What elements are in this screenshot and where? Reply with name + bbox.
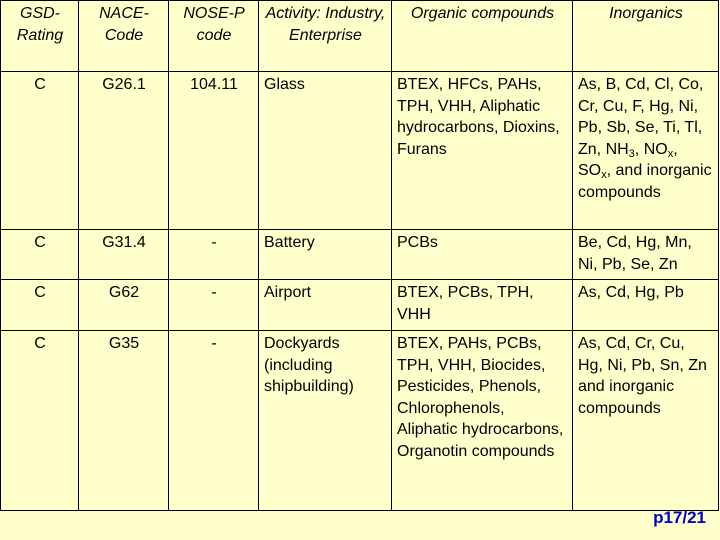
table-row (1, 230, 719, 280)
cell-inorganic: As, Cd, Hg, Pb (573, 280, 719, 331)
header-nosep-code: NOSE-P code (169, 1, 259, 72)
cell-nosep: 104.11 (169, 72, 259, 230)
inorganic-text: As, B, Cd, Cl, Co, Cr, Cu, F, Hg, Ni, Pb, Sb, Se, Ti, Tl, Zn, NH (578, 76, 704, 158)
cell-nace: G31.4 (79, 230, 169, 280)
cell-gsd: C (1, 230, 79, 280)
subscript: x (601, 169, 607, 181)
cell-nace: G62 (79, 280, 169, 331)
cell-gsd: C (1, 331, 79, 511)
cell-organic: PCBs (392, 230, 573, 280)
header-activity: Activity: Industry, Enterprise (259, 1, 392, 72)
table-row (1, 280, 719, 331)
page-number: p17/21 (653, 508, 706, 527)
header-nace-code: NACE-Code (79, 1, 169, 72)
cell-nosep: - (169, 280, 259, 331)
header-row (1, 1, 719, 72)
cell-nace: G26.1 (79, 72, 169, 230)
inorganic-text: , NO (634, 140, 668, 158)
cell-nosep: - (169, 331, 259, 511)
cell-nace: G35 (79, 331, 169, 511)
table-row (1, 331, 719, 511)
subscript: x (667, 147, 674, 160)
inorganic-text: , SO (578, 140, 678, 179)
cell-inorganic: As, Cd, Cr, Cu, Hg, Ni, Pb, Sn, Zn and inorganic compounds (573, 331, 719, 511)
header-gsd-rating: GSD-Rating (1, 1, 79, 72)
cell-activity: Airport (259, 280, 392, 331)
cell-inorganic (573, 72, 719, 230)
cell-activity: Dockyards (including shipbuilding) (259, 331, 392, 511)
cell-activity: Glass (259, 72, 392, 230)
cell-organic: BTEX, PAHs, PCBs, TPH, VHH, Biocides, Pesticides, Phenols, Chlorophenols, Aliphatic hydrocarbons, Organotin compounds (392, 331, 573, 511)
cell-organic: BTEX, HFCs, PAHs, TPH, VHH, Aliphatic hydrocarbons, Dioxins, Furans (392, 72, 573, 230)
header-organic-compounds: Organic compounds (392, 1, 573, 72)
inorganic-text: , and inorganic compounds (578, 162, 712, 201)
table-row (1, 72, 719, 230)
cell-nosep: - (169, 230, 259, 280)
subscript: 3 (628, 147, 635, 160)
cell-inorganic: Be, Cd, Hg, Mn, Ni, Pb, Se, Zn (573, 230, 719, 280)
header-inorganics: Inorganics (573, 1, 719, 72)
cell-activity: Battery (259, 230, 392, 280)
cell-gsd: C (1, 280, 79, 331)
cell-gsd: C (1, 72, 79, 230)
cell-organic: BTEX, PCBs, TPH, VHH (392, 280, 573, 331)
